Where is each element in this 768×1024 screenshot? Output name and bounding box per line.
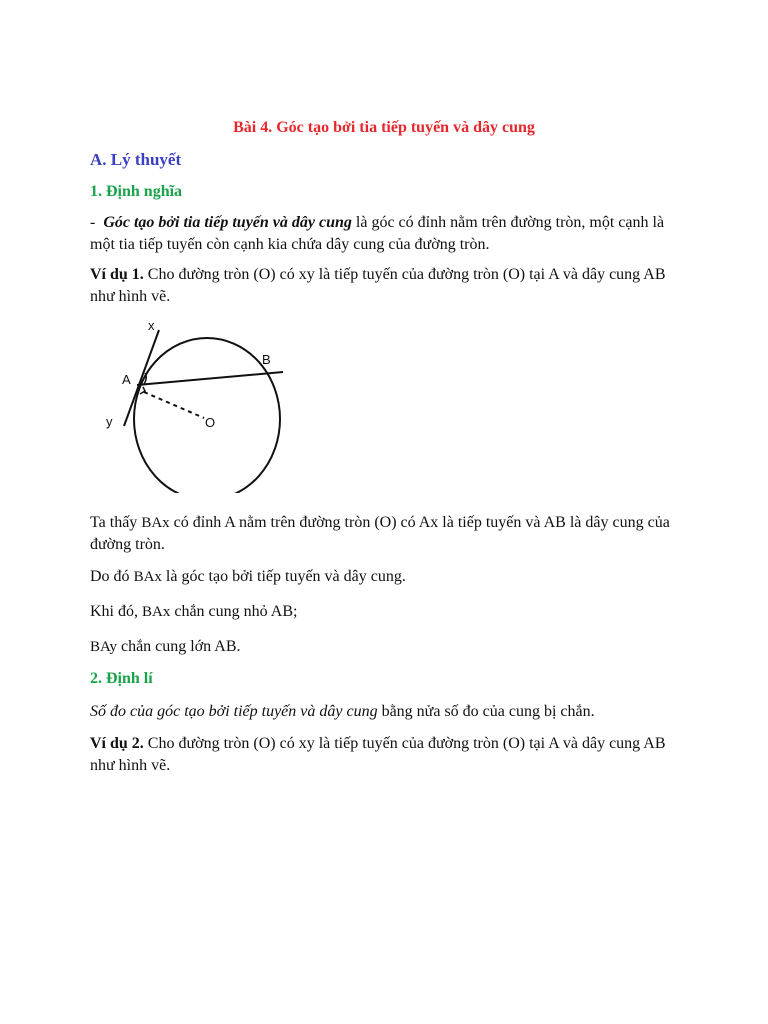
example-1-label: Ví dụ 1. (90, 266, 144, 283)
label-b: B (262, 352, 271, 367)
definition-dash: - (90, 214, 96, 231)
theorem-statement: Số đo của góc tạo bởi tiếp tuyến và dây cung (90, 703, 378, 720)
theorem-text: bằng nửa số đo của cung bị chắn. (377, 703, 595, 720)
section-heading-theorem: 2. Định lí (90, 670, 153, 687)
example-1-text: Cho đường tròn (O) có xy là tiếp tuyến của đường tròn (O) tại A và dây cung AB như hình vẽ. (90, 266, 666, 305)
angle-bax: BAx (141, 515, 170, 531)
radius-ao (144, 392, 204, 418)
theorem-paragraph (90, 701, 686, 723)
observation-3-text: chắn cung nhỏ AB; (170, 603, 298, 620)
label-y: y (106, 414, 113, 429)
example-2-text: Cho đường tròn (O) có xy là tiếp tuyến của đường tròn (O) tại A và dây cung AB như hình vẽ. (90, 735, 666, 774)
page-title: Bài 4. Góc tạo bởi tia tiếp tuyến và dây cung (233, 119, 535, 136)
definition-text: là góc có đỉnh nằm trên đường tròn, một cạnh là một tia tiếp tuyến còn cạnh kia chứa dây cung của đường tròn. (90, 214, 665, 253)
angle-bay: BAy (90, 639, 117, 655)
chord-ab (137, 372, 283, 385)
observation-3-prefix: Khi đó, (90, 603, 142, 620)
observation-3 (90, 601, 686, 623)
angle-bax: BAx (133, 569, 162, 585)
example-1-paragraph (90, 264, 686, 308)
example-2-paragraph (90, 733, 686, 777)
observation-1-text: có đỉnh A nằm trên đường tròn (O) có Ax là tiếp tuyến và AB là dây cung của đường tròn. (90, 514, 670, 553)
tangent-chord-figure (96, 318, 296, 493)
section-heading-definition: 1. Định nghĩa (90, 183, 183, 200)
observation-1-prefix: Ta thấy (90, 514, 142, 531)
observation-2-text: là góc tạo bởi tiếp tuyến và dây cung. (161, 568, 406, 585)
definition-term: Góc tạo bởi tia tiếp tuyến và dây cung (103, 214, 352, 231)
observation-4-text: chắn cung lớn AB. (116, 638, 241, 655)
observation-4 (90, 636, 686, 658)
observation-2 (90, 566, 686, 588)
section-heading-theory: A. Lý thuyết (90, 150, 182, 169)
label-a: A (122, 372, 131, 387)
example-2-label: Ví dụ 2. (90, 735, 144, 752)
observation-1 (90, 512, 686, 556)
definition-paragraph (90, 212, 686, 256)
label-o: O (205, 415, 216, 430)
observation-2-prefix: Do đó (90, 568, 134, 585)
angle-bax: BAx (142, 604, 171, 620)
label-x: x (148, 318, 155, 333)
